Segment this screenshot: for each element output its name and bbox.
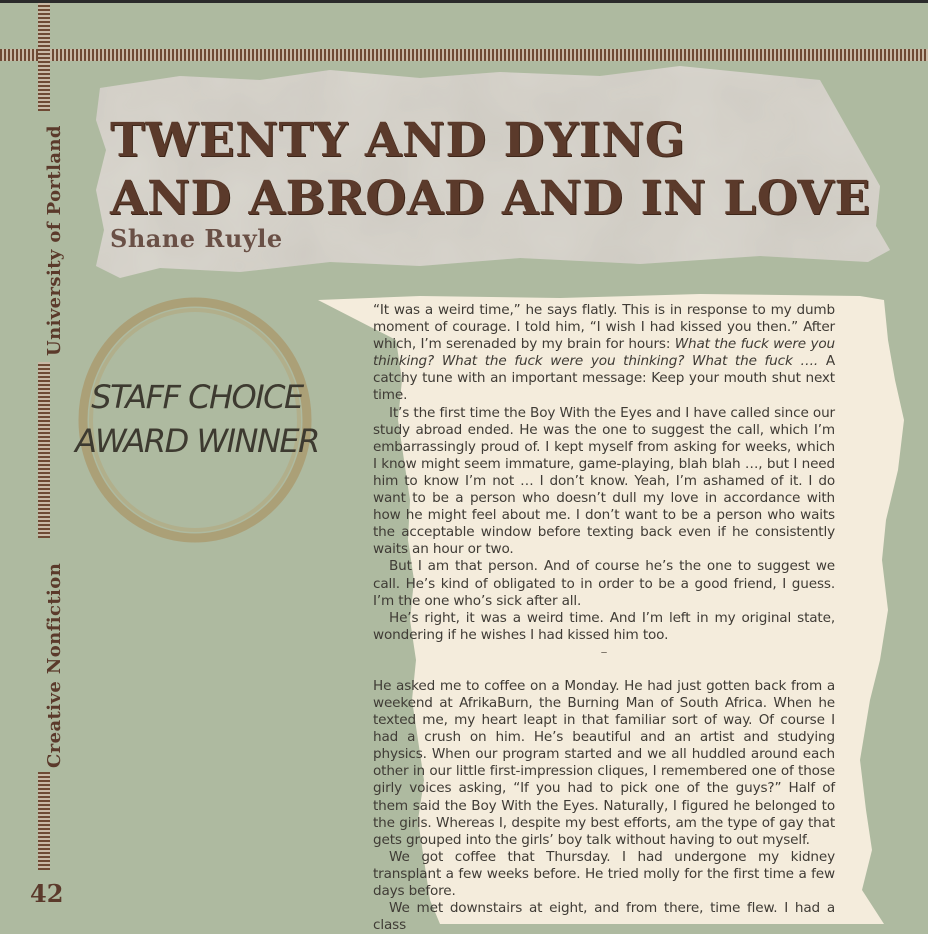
vertical-ruler-middle	[38, 362, 50, 538]
title-line-1: TWENTY AND DYING	[110, 113, 686, 168]
article-title	[110, 112, 871, 228]
page-number: 42	[30, 879, 64, 908]
section-separator: –	[600, 643, 608, 660]
paragraph-7: We met downstairs at eight, and from there, time flew. I had a class	[373, 900, 835, 934]
paragraph-5: He asked me to coffee on a Monday. He had just gotten back from a weekend at AfrikaBurn, the Burning Man of South Africa. When he texted me, my heart leapt in that familiar sort of way. Of course I had a crush on him. He’s beautiful and an artist and studying physics. When our program started and we all huddled around each other in our little first-impression cliques, I remembered one of those girly voices asking, “If you had to pick one of the guys?” Half of them said the Boy With the Eyes. Naturally, I figured he belonged to the girls. Whereas I, despite my best efforts, am the type of gay that gets grouped into the girls’ boy talk without having to out myself.	[373, 677, 835, 848]
award-line-1: STAFF CHOICE	[91, 378, 303, 416]
paragraph-4: He’s right, it was a weird time. And I’m left in my original state, wondering if he wishes I had kissed him too.	[373, 609, 835, 643]
paragraph-3: But I am that person. And of course he’s the one to suggest we call. He’s kind of obligated to in order to be a good friend, I guess. I’m the one who’s sick after all.	[373, 558, 835, 609]
paragraph-1-italic: What the fuck were you thinking? What the fuck were you thinking? What the fuck ….	[373, 336, 835, 370]
side-label-university: University of Portland	[44, 125, 65, 356]
paragraph-6: We got coffee that Thursday. I had undergone my kidney transplant a few weeks before. He tried molly for the first time a few days before.	[373, 848, 835, 899]
section-gap	[373, 661, 835, 678]
side-label-section: Creative Nonfiction	[44, 562, 65, 768]
paragraph-1	[373, 302, 835, 405]
title-line-2: AND ABROAD AND IN LOVE	[110, 171, 871, 226]
award-line-2: AWARD WINNER	[75, 422, 319, 460]
paragraph-2: It’s the first time the Boy With the Eyes and I have called since our study abroad ended. He was the one to suggest the call, which I’m embarrassingly proud of. I kept myself from asking for weeks, which I know might seem immature, game-playing, blah blah …, but I need him to know I’m not … I don’t know. Yeah, I’m ashamed of it. I do want to be a person who doesn’t dull my love in accordance with how he might feel about me. I don’t want to be a person who waits the acceptable window before texting back even if he consistently waits an hour or two.	[373, 404, 835, 558]
vertical-ruler-top	[38, 3, 50, 111]
horizontal-ruler	[0, 49, 928, 61]
author-name: Shane Ruyle	[110, 224, 283, 253]
award-badge	[72, 375, 322, 463]
article-body	[373, 302, 835, 934]
paragraph-1-text-end: A catchy tune with an important message: Keep your mouth shut next time.	[373, 353, 835, 404]
vertical-ruler-bottom	[38, 772, 50, 870]
paragraph-1-text: “It was a weird time,” he says flatly. This is in response to my dumb moment of courage. I told him, “I wish I had kissed you then.” After which, I’m serenaded by my brain for hours:	[373, 302, 835, 353]
